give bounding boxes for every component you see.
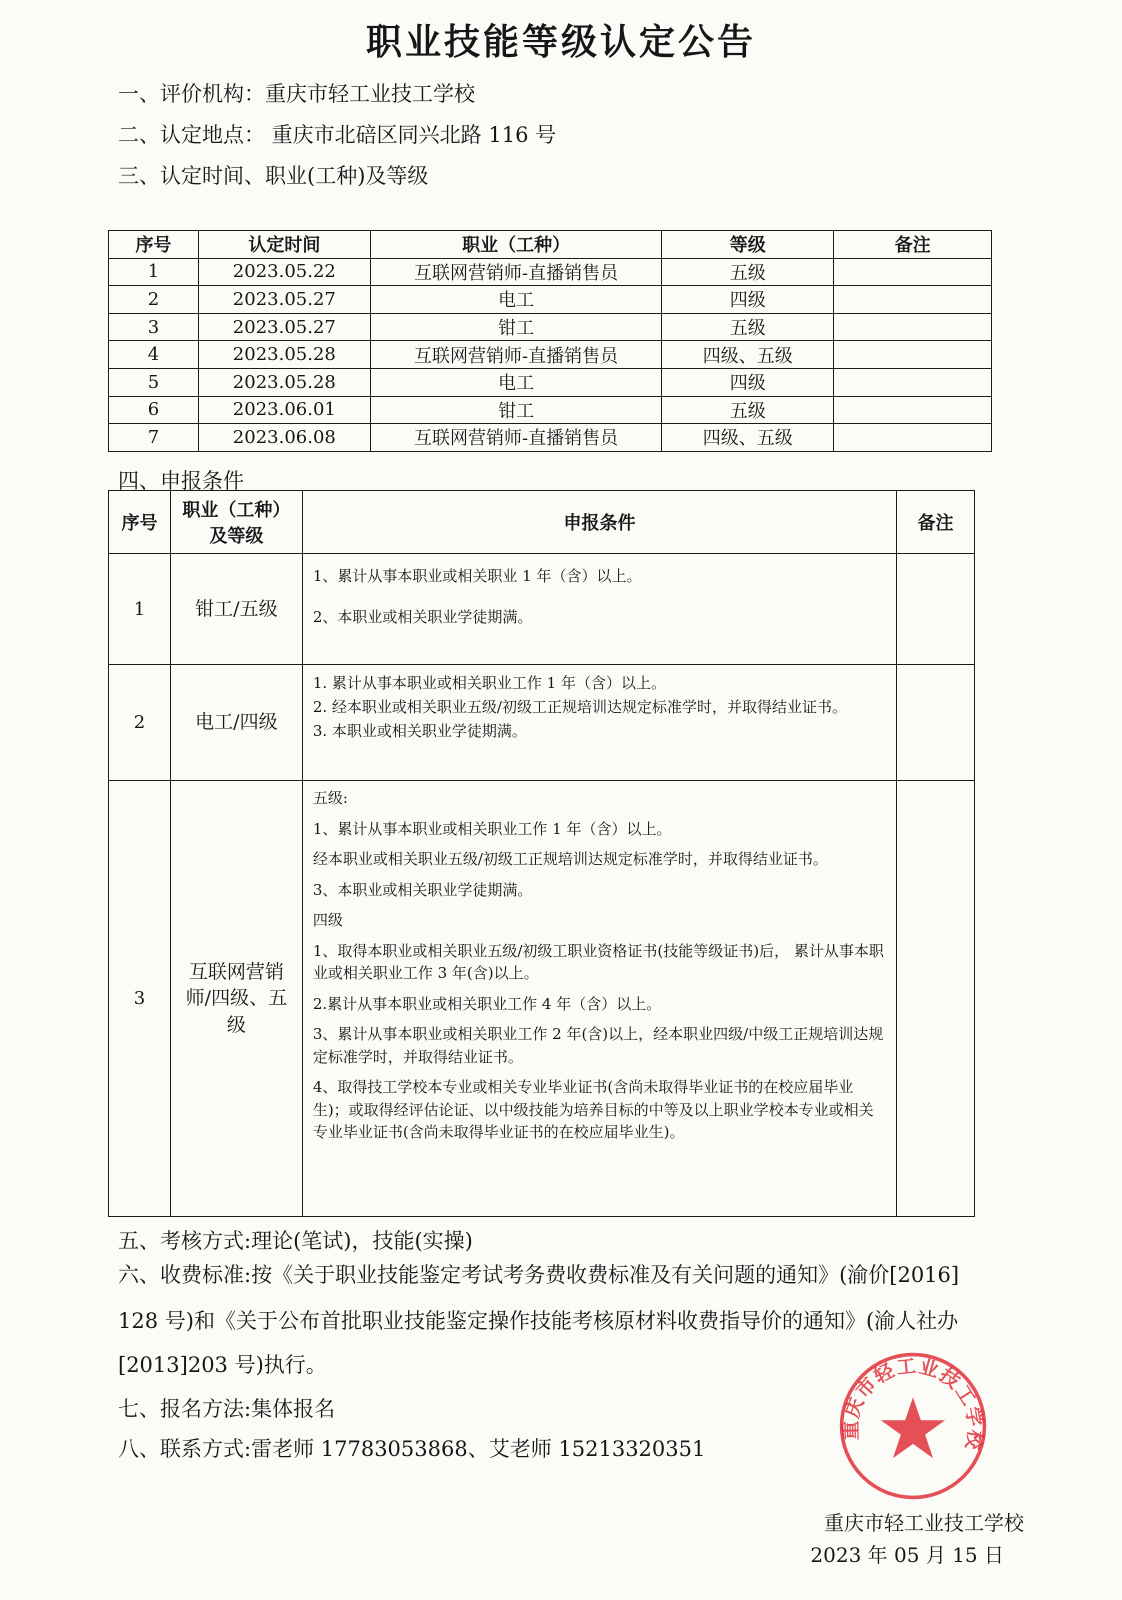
requirement-item: 1. 累计从事本职业或相关职业工作 1 年（含）以上。 bbox=[312, 674, 666, 692]
requirement-list bbox=[302, 665, 896, 781]
job-level: 钳工/五级 bbox=[170, 554, 302, 665]
table-cell: 3 bbox=[109, 313, 199, 341]
section-6-line-1: 六、收费标准:按《关于职业技能鉴定考试考务费收费标准及有关问题的通知》(渝价[2016] bbox=[118, 1263, 960, 1287]
table-row bbox=[109, 665, 975, 781]
job-level: 互联网营销师/四级、五级 bbox=[170, 781, 302, 1217]
bottom-sections bbox=[0, 1225, 1122, 1595]
table-row bbox=[109, 396, 992, 424]
table-row bbox=[109, 424, 992, 452]
signature-org: 重庆市轻工业技工学校 bbox=[824, 1511, 1024, 1535]
requirement-list bbox=[302, 781, 896, 1217]
column-header: 申报条件 bbox=[302, 491, 896, 554]
table-cell: 四级 bbox=[662, 286, 834, 314]
star-icon bbox=[881, 1397, 945, 1458]
official-seal bbox=[838, 1351, 988, 1501]
table-cell bbox=[834, 313, 992, 341]
table-cell: 互联网营销师-直播销售员 bbox=[370, 424, 662, 452]
requirement-item: 2. 经本职业或相关职业五级/初级工正规培训达规定标准学时，并取得结业证书。 bbox=[312, 698, 847, 716]
table-row bbox=[109, 313, 992, 341]
section-7: 七、报名方法:集体报名 bbox=[118, 1397, 336, 1421]
table-cell: 五级 bbox=[662, 313, 834, 341]
requirement-item: 1、累计从事本职业或相关职业 1 年（含）以上。 bbox=[312, 567, 642, 585]
schedule-table bbox=[108, 230, 992, 452]
requirement-item: 4、取得技工学校本专业或相关专业毕业证书(含尚未取得毕业证书的在校应届毕业生)；或取得经评估论证、以中级技能为培养目标的中等及以上职业学校本专业或相关专业毕业证书(含尚未取得毕业证书的在校应届毕业生)。 bbox=[312, 1078, 874, 1141]
table-cell: 五级 bbox=[662, 396, 834, 424]
section-2: 二、认定地点： 重庆市北碚区同兴北路 116 号 bbox=[118, 123, 557, 147]
requirements-table bbox=[108, 490, 975, 1217]
table-row bbox=[109, 368, 992, 396]
table-cell: 2023.05.27 bbox=[198, 286, 370, 314]
requirement-item: 3、本职业或相关职业学徒期满。 bbox=[312, 880, 533, 899]
table-cell: 钳工 bbox=[370, 396, 662, 424]
requirement-item: 1、累计从事本职业或相关职业工作 1 年（含）以上。 bbox=[312, 819, 672, 838]
table-cell: 2023.05.28 bbox=[198, 368, 370, 396]
requirement-item: 3、累计从事本职业或相关职业工作 2 年(含)以上，经本职业四级/中级工正规培训达规定标准学时，并取得结业证书。 bbox=[312, 1025, 884, 1066]
signature-date: 2023 年 05 月 15 日 bbox=[810, 1543, 1004, 1567]
column-header: 备注 bbox=[834, 231, 992, 259]
column-header: 职业（工种）及等级 bbox=[170, 491, 302, 554]
requirement-item: 经本职业或相关职业五级/初级工正规培训达规定标准学时，并取得结业证书。 bbox=[312, 850, 828, 868]
table-row bbox=[109, 258, 992, 286]
table-cell bbox=[834, 368, 992, 396]
table-cell: 互联网营销师-直播销售员 bbox=[370, 341, 662, 369]
column-header: 等级 bbox=[662, 231, 834, 259]
row-number: 1 bbox=[109, 554, 171, 665]
remark-cell bbox=[897, 554, 975, 665]
requirement-list bbox=[302, 554, 896, 665]
column-header: 认定时间 bbox=[198, 231, 370, 259]
requirement-item: 3. 本职业或相关职业学徒期满。 bbox=[312, 722, 527, 740]
column-header: 备注 bbox=[897, 491, 975, 554]
table-cell bbox=[834, 286, 992, 314]
page-title: 职业技能等级认定公告 bbox=[365, 22, 756, 63]
table-cell: 2023.06.08 bbox=[198, 424, 370, 452]
table-row bbox=[109, 341, 992, 369]
row-number: 3 bbox=[109, 781, 171, 1217]
remark-cell bbox=[897, 665, 975, 781]
table-cell: 互联网营销师-直播销售员 bbox=[370, 258, 662, 286]
table-cell: 四级 bbox=[662, 368, 834, 396]
section-5: 五、考核方式:理论(笔试)，技能(实操) bbox=[118, 1229, 473, 1253]
table-cell: 5 bbox=[109, 368, 199, 396]
requirement-item: 2.累计从事本职业或相关职业工作 4 年（含）以上。 bbox=[312, 994, 662, 1013]
section-8: 八、联系方式:雷老师 17783053868、艾老师 15213320351 bbox=[118, 1437, 706, 1461]
table-cell: 6 bbox=[109, 396, 199, 424]
section-6-line-2: 128 号)和《关于公布首批职业技能鉴定操作技能考核原材料收费指导价的通知》(渝人社办 bbox=[118, 1309, 959, 1333]
table-cell: 2023.05.28 bbox=[198, 341, 370, 369]
row-number: 2 bbox=[109, 665, 171, 781]
table-cell: 1 bbox=[109, 258, 199, 286]
section-3: 三、认定时间、职业(工种)及等级 bbox=[118, 164, 429, 188]
table-row bbox=[109, 554, 975, 665]
section-1: 一、评价机构：重庆市轻工业技工学校 bbox=[118, 82, 475, 106]
table-cell: 2 bbox=[109, 286, 199, 314]
table-row bbox=[109, 286, 992, 314]
requirement-item: 2、本职业或相关职业学徒期满。 bbox=[312, 608, 533, 626]
table-cell: 2023.05.27 bbox=[198, 313, 370, 341]
table-cell: 四级、五级 bbox=[662, 424, 834, 452]
table-cell bbox=[834, 396, 992, 424]
table-cell: 2023.06.01 bbox=[198, 396, 370, 424]
requirement-item: 1、取得本职业或相关职业五级/初级工职业资格证书(技能等级证书)后， 累计从事本职业或相关职业工作 3 年(含)以上。 bbox=[312, 941, 884, 982]
column-header: 职业（工种） bbox=[370, 231, 662, 259]
table-cell bbox=[834, 258, 992, 286]
table-row bbox=[109, 781, 975, 1217]
table-cell: 7 bbox=[109, 424, 199, 452]
table-cell: 电工 bbox=[370, 286, 662, 314]
section-6-line-3: [2013]203 号)执行。 bbox=[118, 1353, 327, 1377]
requirement-item: 四级 bbox=[312, 911, 343, 929]
table-cell: 4 bbox=[109, 341, 199, 369]
table-cell bbox=[834, 424, 992, 452]
job-level: 电工/四级 bbox=[170, 665, 302, 781]
table-cell: 五级 bbox=[662, 258, 834, 286]
table-cell: 钳工 bbox=[370, 313, 662, 341]
requirement-item: 五级: bbox=[312, 789, 348, 807]
section-4: 四、申报条件 bbox=[118, 469, 244, 493]
column-header: 序号 bbox=[109, 231, 199, 259]
remark-cell bbox=[897, 781, 975, 1217]
table-cell: 2023.05.22 bbox=[198, 258, 370, 286]
column-header: 序号 bbox=[109, 491, 171, 554]
seal-text: 重庆市轻工业技工学校 bbox=[839, 1354, 988, 1453]
table-cell bbox=[834, 341, 992, 369]
table-cell: 电工 bbox=[370, 368, 662, 396]
table-cell: 四级、五级 bbox=[662, 341, 834, 369]
